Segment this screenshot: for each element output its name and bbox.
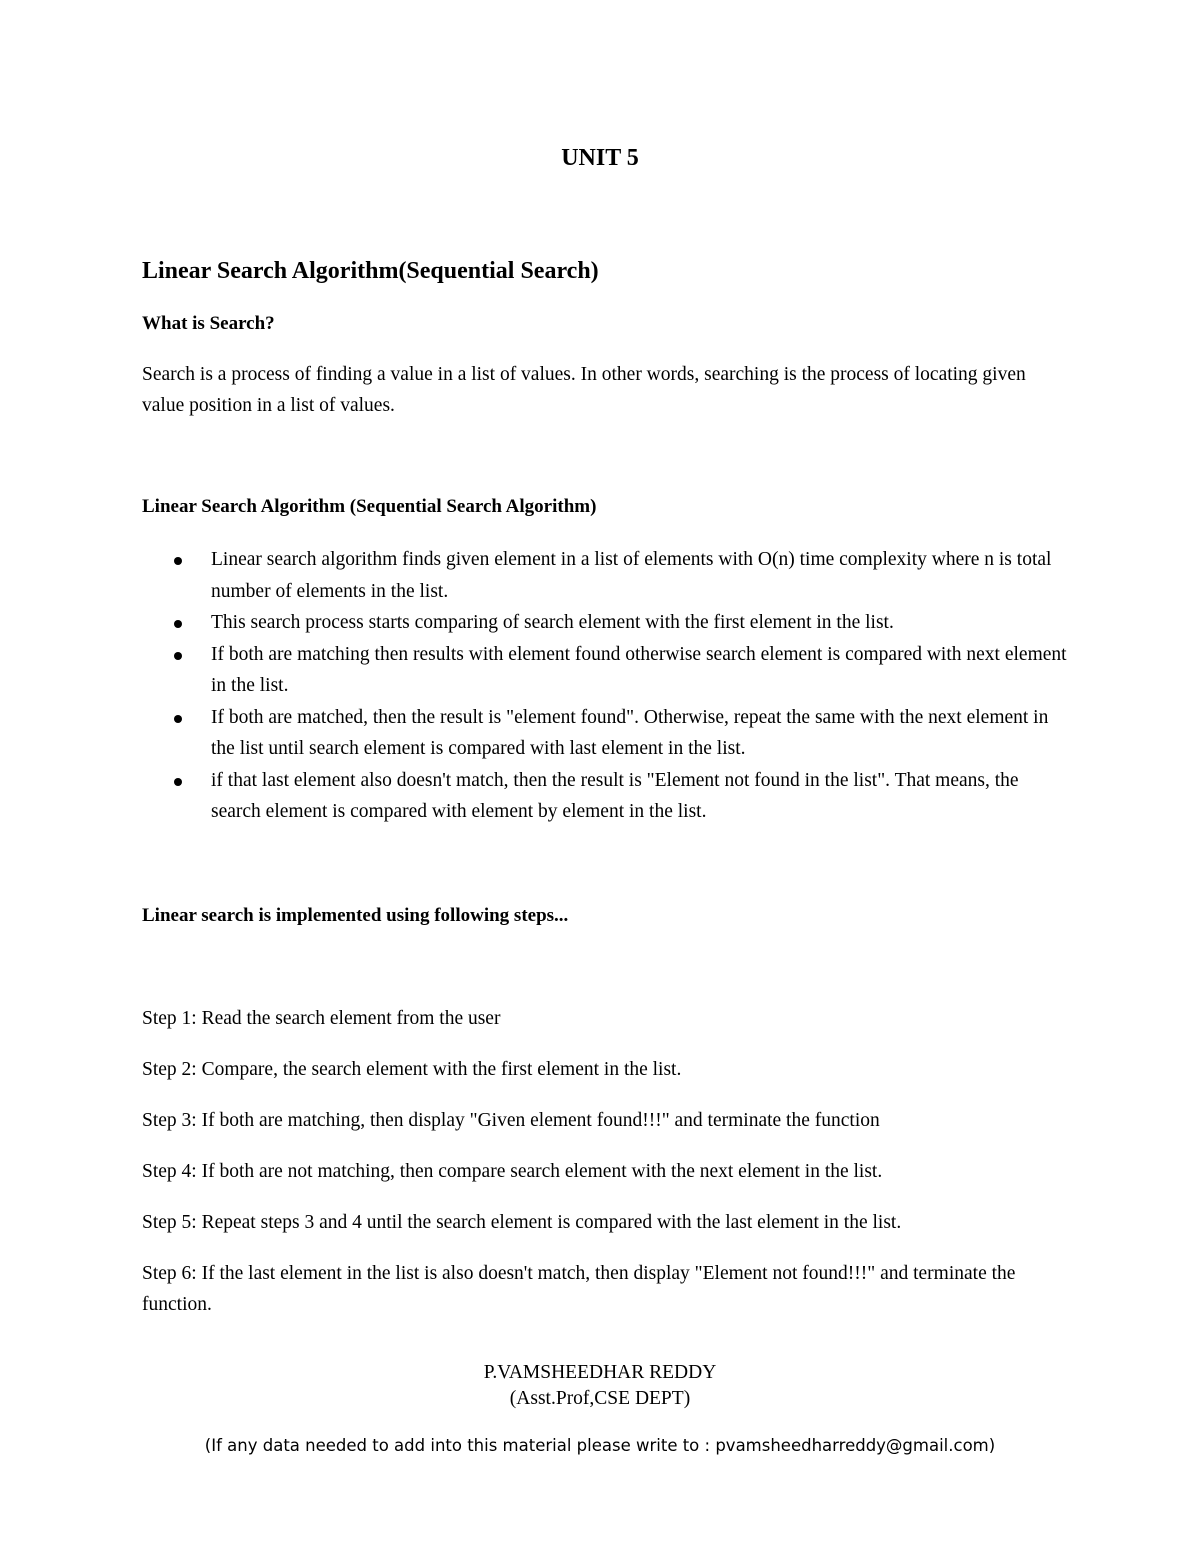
- algorithm-bullet-list: [168, 544, 1068, 828]
- bullet-text: if that last element also doesn't match, then the result is "Element not found in the list". That means, the search element is compared with element by element in the list.: [211, 769, 1019, 822]
- bullet-dot-icon: [174, 715, 182, 723]
- bullet-text: Linear search algorithm finds given element in a list of elements with O(n) time complexity where n is total number of elements in the list.: [211, 549, 1052, 602]
- steps-heading: Linear search is implemented using following steps...: [142, 905, 569, 926]
- what-is-search-heading: What is Search?: [142, 313, 275, 334]
- bullet-dot-icon: [174, 652, 182, 660]
- step-5: Step 5: Repeat steps 3 and 4 until the search element is compared with the last element in the list.: [142, 1212, 902, 1233]
- bullet-item: [168, 544, 1068, 607]
- author-name: P.VAMSHEEDHAR REDDY: [483, 1362, 717, 1383]
- bullet-dot-icon: [174, 778, 182, 786]
- step-2: Step 2: Compare, the search element with the first element in the list.: [142, 1059, 682, 1080]
- contact-note: (If any data needed to add into this material please write to : pvamsheedharreddy@gmail.com): [204, 1436, 996, 1455]
- bullet-text: If both are matching then results with element found otherwise search element is compared with next element in the list.: [211, 643, 1067, 696]
- step-3: Step 3: If both are matching, then display "Given element found!!!" and terminate the function: [142, 1110, 880, 1131]
- bullet-dot-icon: [174, 557, 182, 565]
- bullet-item: [168, 607, 1068, 639]
- algorithm-heading: Linear Search Algorithm (Sequential Search Algorithm): [142, 496, 597, 517]
- search-definition-paragraph: Search is a process of finding a value in a list of values. In other words, searching is the process of locating given value position in a list of values.: [142, 364, 1026, 416]
- bullet-text: If both are matched, then the result is "element found". Otherwise, repeat the same with the next element in the list until search element is compared with last element in the list.: [211, 706, 1049, 759]
- author-designation: (Asst.Prof,CSE DEPT): [509, 1388, 691, 1409]
- bullet-item: [168, 702, 1068, 765]
- step-4: Step 4: If both are not matching, then compare search element with the next element in the list.: [142, 1161, 883, 1182]
- bullet-dot-icon: [174, 620, 182, 628]
- step-6: Step 6: If the last element in the list is also doesn't match, then display "Element not found!!!" and terminate the function.: [142, 1263, 1016, 1315]
- main-heading: Linear Search Algorithm(Sequential Search): [142, 258, 599, 284]
- bullet-text: This search process starts comparing of search element with the first element in the list.: [211, 612, 894, 633]
- step-1: Step 1: Read the search element from the user: [142, 1008, 501, 1029]
- bullet-item: [168, 639, 1068, 702]
- unit-title: UNIT 5: [561, 145, 639, 171]
- bullet-item: [168, 765, 1068, 828]
